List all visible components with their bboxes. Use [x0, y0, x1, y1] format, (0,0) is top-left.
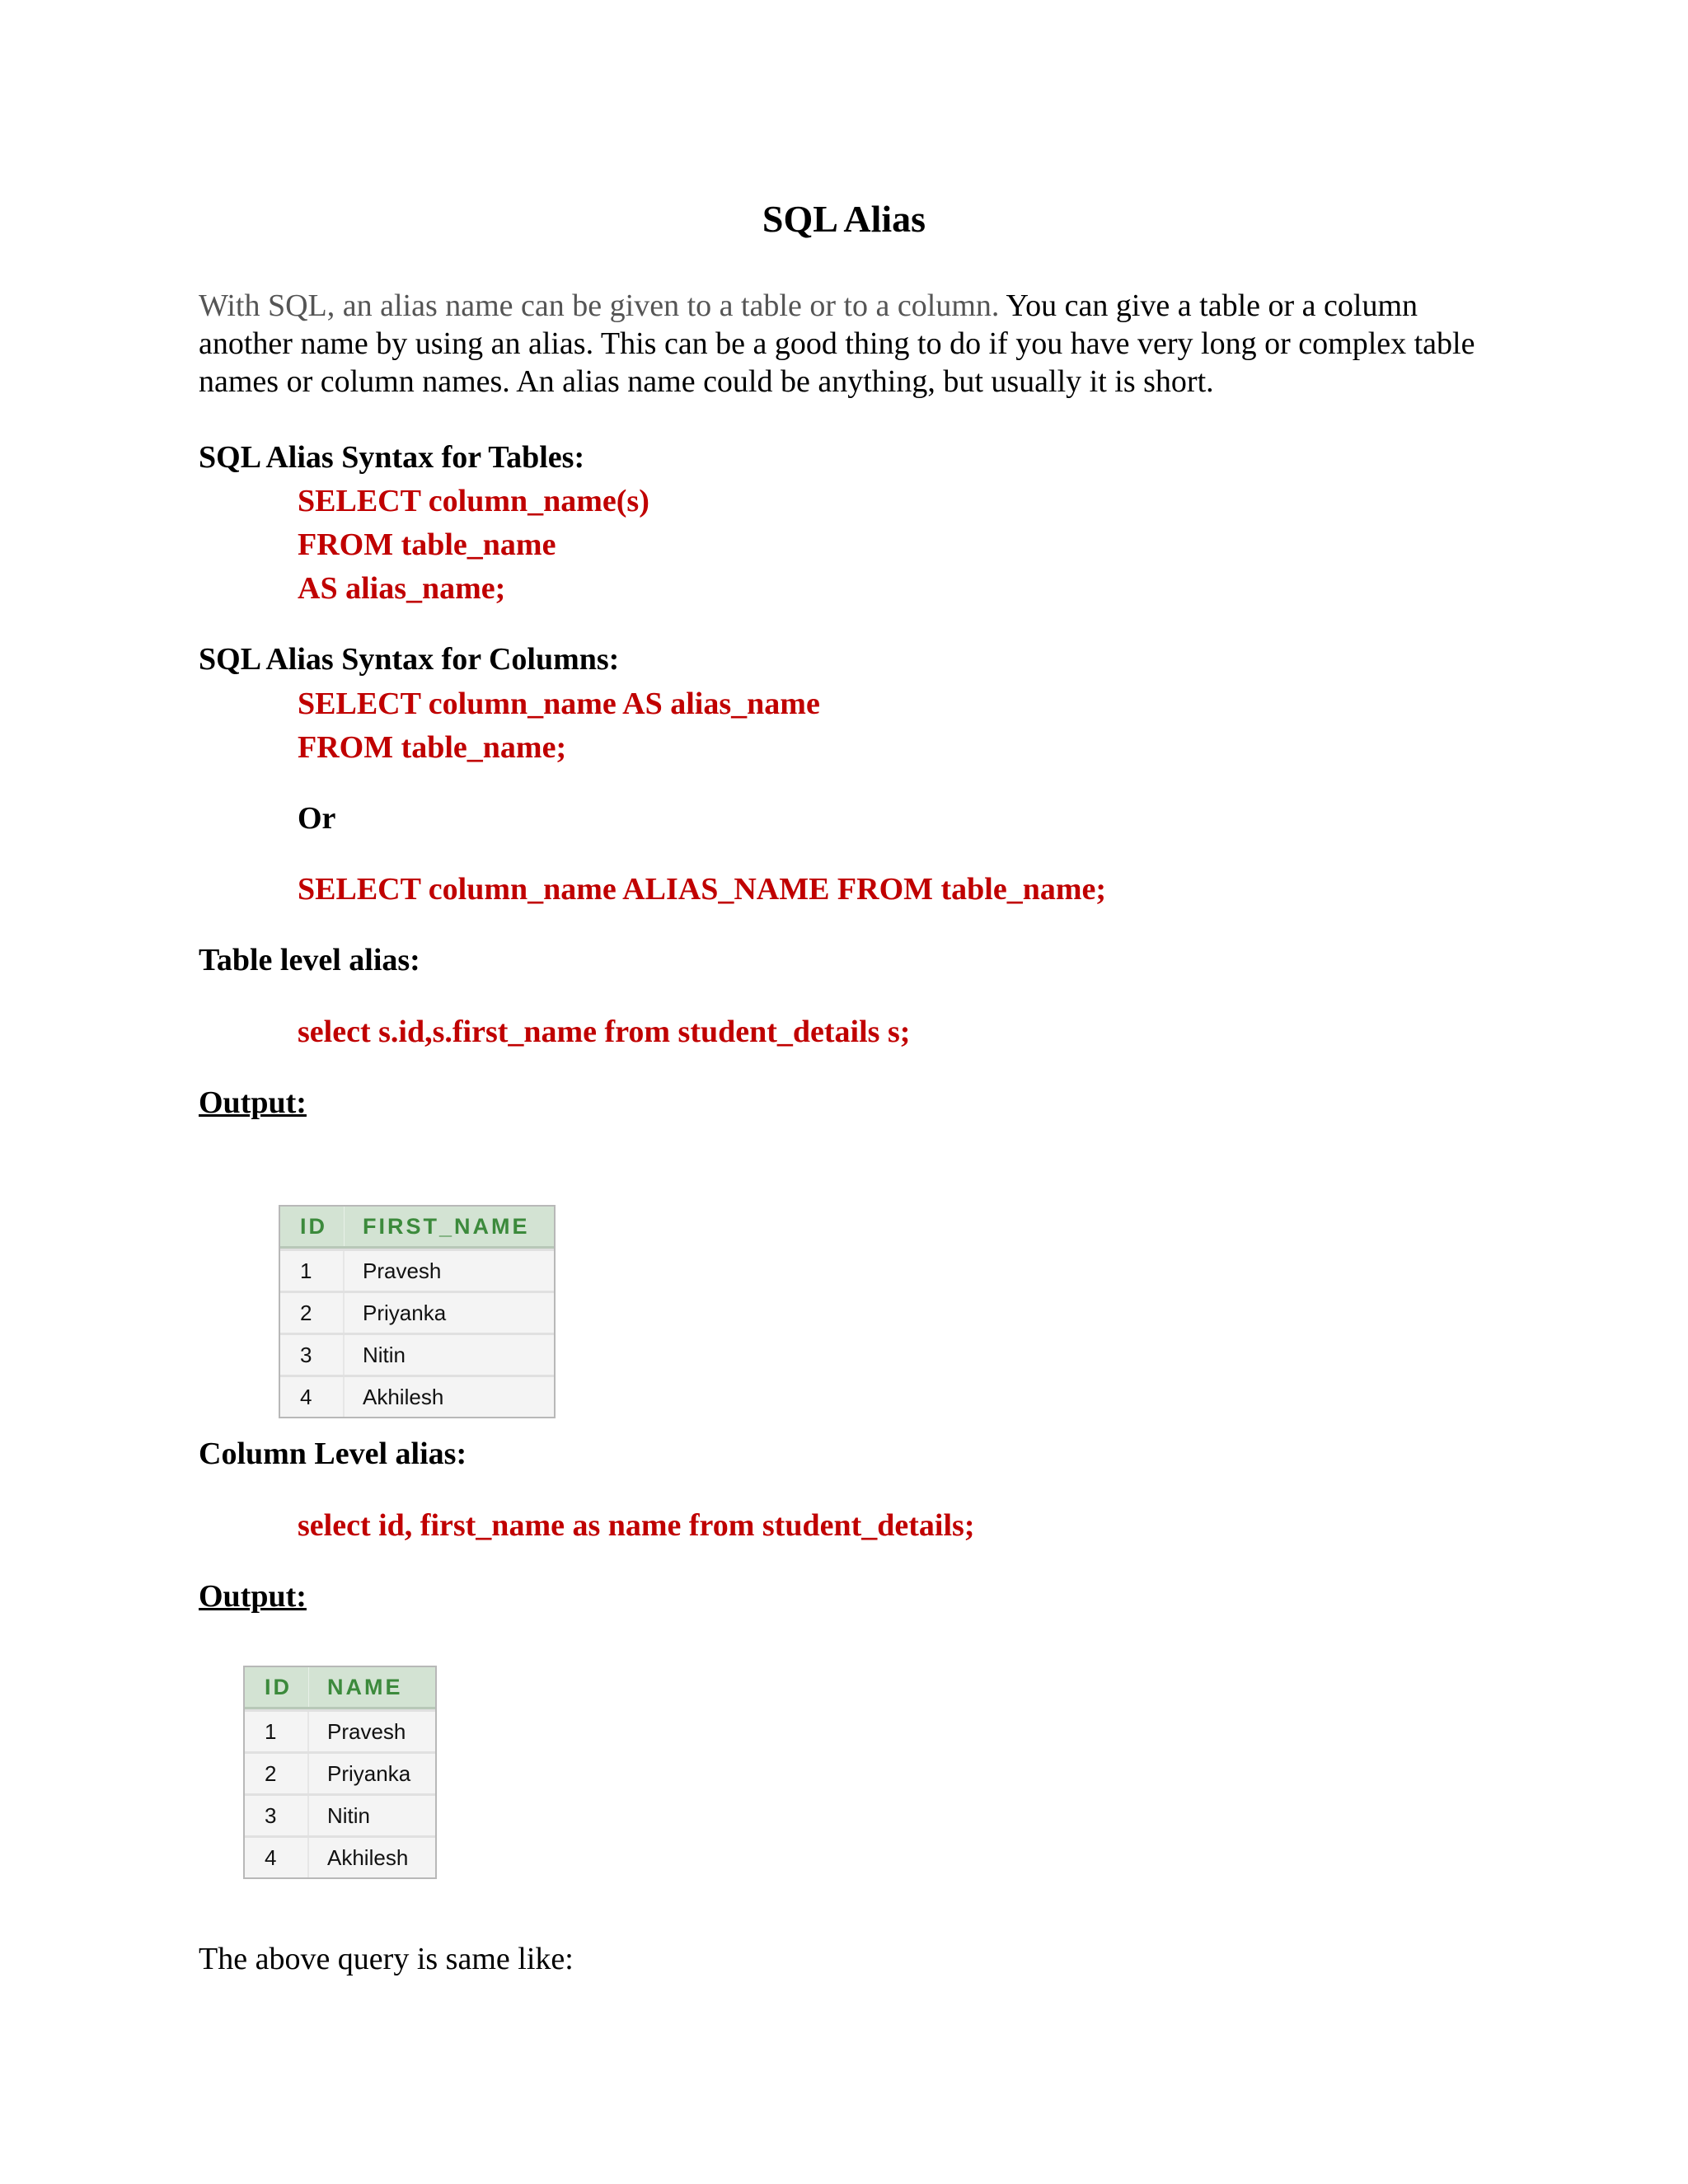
table-row [280, 1291, 554, 1333]
table-header-row [280, 1207, 554, 1249]
table-header-row [245, 1667, 435, 1709]
cell-name: Akhilesh [363, 1384, 444, 1409]
cell-name: Pravesh [363, 1258, 442, 1283]
table-level-result-table [279, 1205, 556, 1418]
table-row [245, 1751, 435, 1793]
header-cell-first-name: FIRST_NAME [363, 1213, 530, 1239]
intro-text: You can give a table or a column another name by using an alias. This can be a good thing to do if you have very long or complex table names or column names. An alias name could be anything, but usually it is short. [199, 288, 1475, 399]
columns-syntax-line-2: FROM table_name; [298, 730, 567, 765]
cell-name: Priyanka [327, 1760, 411, 1786]
intro-grey-text: With SQL, an alias name can be given to a table or to a column. [199, 288, 1000, 323]
cell-id: 2 [245, 1754, 309, 1793]
cell-name: Priyanka [363, 1300, 447, 1325]
columns-syntax-heading: SQL Alias Syntax for Columns: [199, 642, 620, 677]
columns-syntax-line-1: SELECT column_name AS alias_name [298, 687, 820, 721]
or-label: Or [298, 801, 336, 836]
table-row [280, 1375, 554, 1417]
column-level-heading: Column Level alias: [199, 1436, 467, 1471]
table-level-heading: Table level alias: [199, 943, 420, 977]
tables-syntax-line-2: FROM table_name [298, 527, 556, 562]
table-row [245, 1709, 435, 1751]
cell-name: Nitin [327, 1802, 371, 1828]
columns-syntax-alt-line: SELECT column_name ALIAS_NAME FROM table_name; [298, 872, 1107, 907]
cell-id: 2 [280, 1293, 345, 1333]
table-level-output-label: Output: [199, 1085, 307, 1120]
table-row [280, 1333, 554, 1375]
table-row [280, 1249, 554, 1291]
cell-id: 3 [280, 1335, 345, 1375]
cell-id: 1 [245, 1712, 309, 1751]
column-level-query: select id, first_name as name from student_details; [298, 1508, 975, 1543]
cell-id: 4 [245, 1838, 309, 1877]
tables-syntax-line-1: SELECT column_name(s) [298, 484, 649, 518]
cell-id: 3 [245, 1796, 309, 1835]
intro-paragraph [199, 287, 1484, 401]
table-row [245, 1835, 435, 1877]
cell-id: 4 [280, 1377, 345, 1417]
header-cell-id: ID [245, 1667, 309, 1707]
table-level-query: select s.id,s.first_name from student_details s; [298, 1015, 911, 1049]
page-title: SQL Alias [762, 198, 926, 240]
closing-text: The above query is same like: [199, 1942, 574, 1976]
table-row [245, 1793, 435, 1835]
tables-syntax-heading: SQL Alias Syntax for Tables: [199, 440, 585, 475]
column-level-output-label: Output: [199, 1579, 307, 1614]
cell-name: Nitin [363, 1342, 406, 1367]
header-cell-name: NAME [327, 1674, 403, 1699]
cell-name: Pravesh [327, 1718, 406, 1744]
cell-name: Akhilesh [327, 1844, 409, 1870]
cell-id: 1 [280, 1251, 345, 1291]
column-level-result-table [243, 1666, 437, 1879]
header-cell-id: ID [280, 1207, 345, 1246]
tables-syntax-line-3: AS alias_name; [298, 571, 506, 606]
